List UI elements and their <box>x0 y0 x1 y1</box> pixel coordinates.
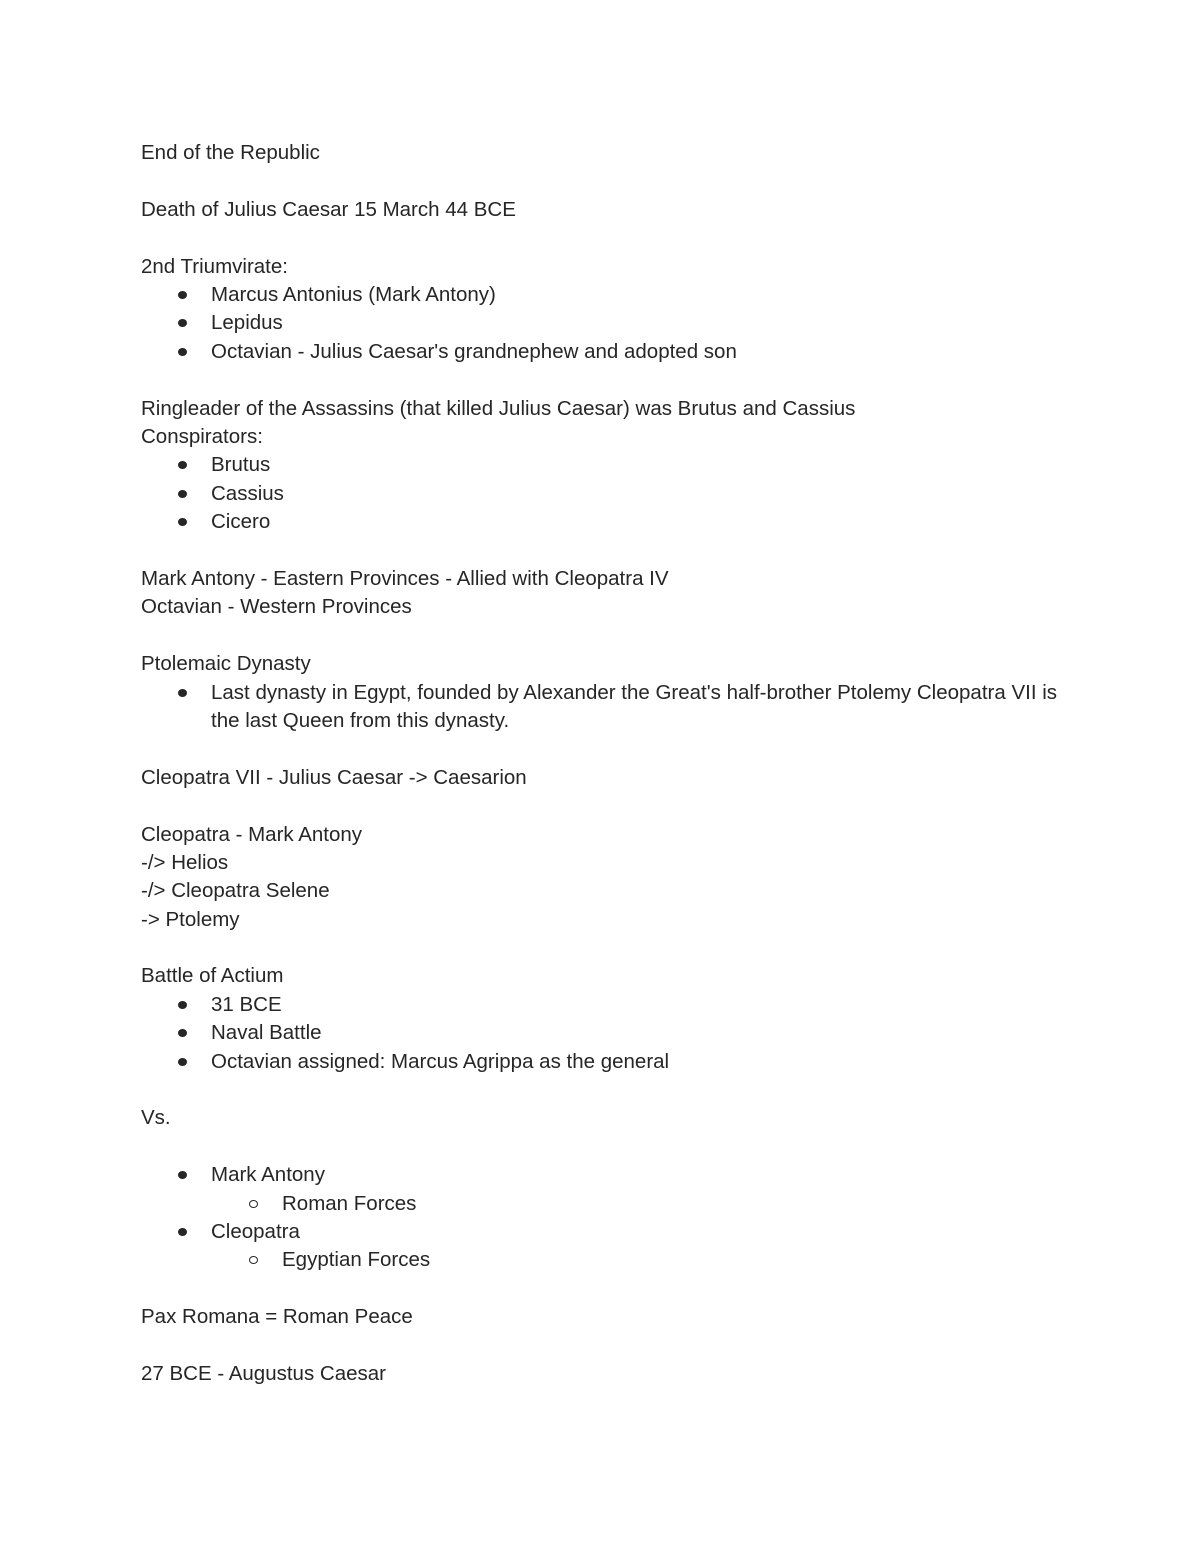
child-line: -/> Cleopatra Selene <box>141 879 330 903</box>
blank-line <box>141 622 1061 650</box>
list-item: Cassius <box>141 480 1061 508</box>
list-item: Cicero <box>141 508 1061 536</box>
list-item: Last dynasty in Egypt, founded by Alexander the Great's half-brother Ptolemy Cleopatra VII is the last Queen from this dynasty. <box>141 679 1061 736</box>
blank-line <box>141 537 1061 565</box>
document-page <box>141 139 1061 1388</box>
death-of-caesar-line: Death of Julius Caesar 15 March 44 BCE <box>141 197 516 221</box>
document-title: End of the Republic <box>141 141 320 164</box>
list-item: Cleopatra <box>141 1218 1061 1246</box>
pax-romana-line: Pax Romana = Roman Peace <box>141 1305 413 1329</box>
ptolemaic-heading: Ptolemaic Dynasty <box>141 652 311 676</box>
child-line: -/> Helios <box>141 850 229 874</box>
list-item: 31 BCE <box>141 991 1061 1019</box>
actium-heading: Battle of Actium <box>141 964 284 988</box>
list-item: Naval Battle <box>141 1019 1061 1047</box>
vs-line: Vs. <box>141 1106 171 1130</box>
antony-provinces-line: Mark Antony - Eastern Provinces - Allied with Cleopatra IV <box>141 566 669 590</box>
blank-line <box>141 167 1061 195</box>
augustus-line: 27 BCE - Augustus Caesar <box>141 1362 386 1386</box>
sub-list-item: Roman Forces <box>141 1190 1061 1218</box>
ringleader-line: Ringleader of the Assassins (that killed Julius Caesar) was Brutus and Cassius <box>141 396 856 420</box>
sub-list-item: Egyptian Forces <box>141 1246 1061 1274</box>
conspirators-heading: Conspirators: <box>141 424 263 448</box>
blank-line <box>141 735 1061 763</box>
blank-line <box>141 792 1061 820</box>
list-item: Lepidus <box>141 309 1061 337</box>
blank-line <box>141 1133 1061 1161</box>
blank-line <box>141 1275 1061 1303</box>
blank-line <box>141 366 1061 394</box>
triumvirate-heading: 2nd Triumvirate: <box>141 254 288 278</box>
list-item: Octavian - Julius Caesar's grandnephew and adopted son <box>141 338 1061 366</box>
list-item: Brutus <box>141 451 1061 479</box>
list-item: Marcus Antonius (Mark Antony) <box>141 281 1061 309</box>
list-item: Octavian assigned: Marcus Agrippa as the general <box>141 1048 1061 1076</box>
blank-line <box>141 1076 1061 1104</box>
antony-cleopatra-line: Cleopatra - Mark Antony <box>141 822 363 846</box>
octavian-provinces-line: Octavian - Western Provinces <box>141 595 412 619</box>
blank-line <box>141 934 1061 962</box>
blank-line <box>141 1332 1061 1360</box>
list-item: Mark Antony <box>141 1161 1061 1189</box>
blank-line <box>141 224 1061 252</box>
caesarion-line: Cleopatra VII - Julius Caesar -> Caesarion <box>141 765 527 789</box>
child-line: -> Ptolemy <box>141 907 240 931</box>
